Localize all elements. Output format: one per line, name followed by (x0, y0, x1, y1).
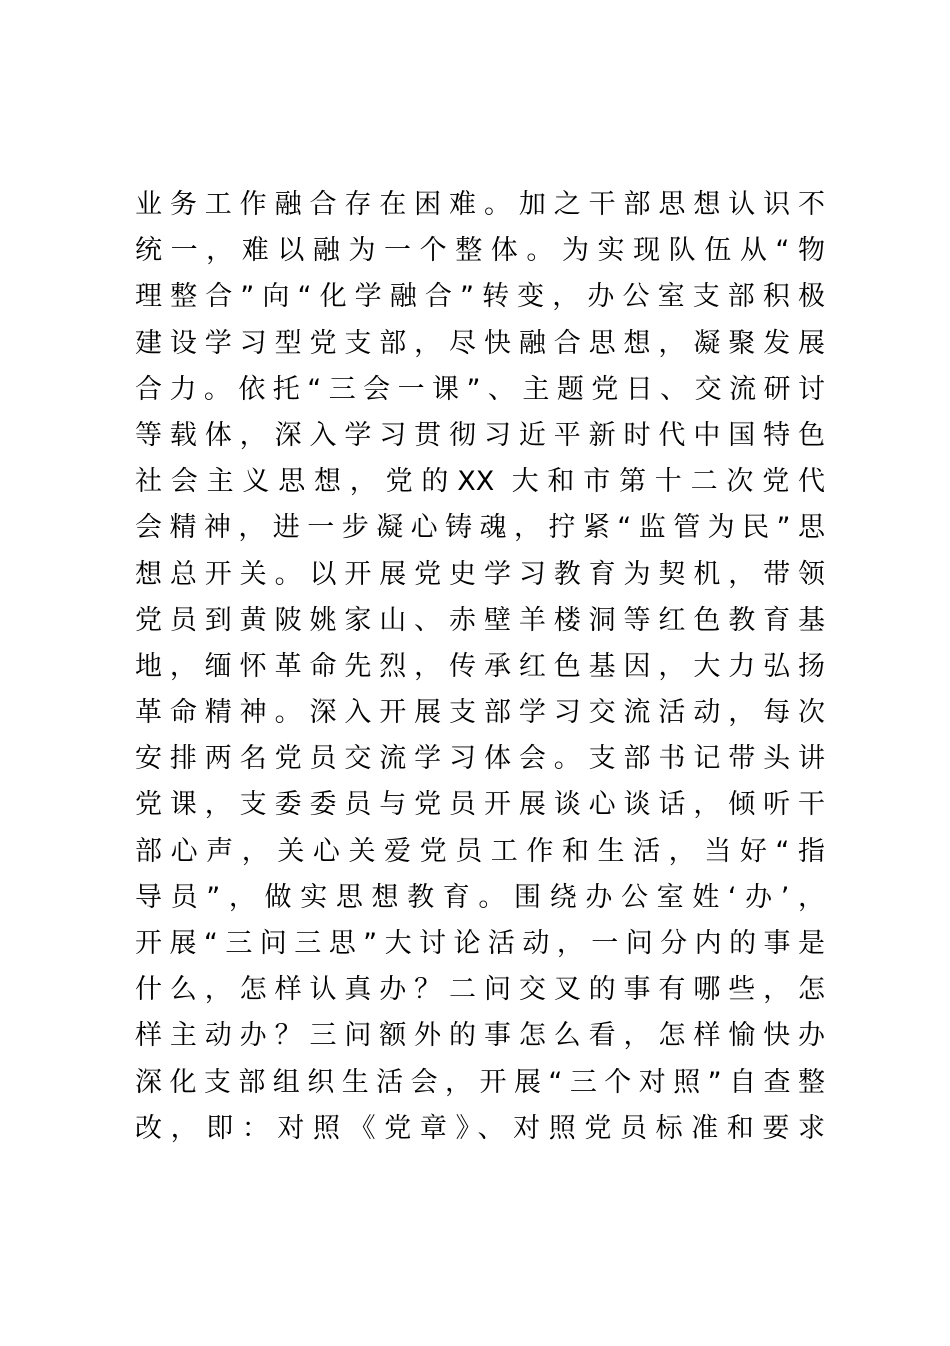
text-line: 地，缅怀革命先烈，传承红色基因，大力弘扬 (135, 650, 825, 682)
text-line: 开展“三问三思”大讨论活动，一问分内的事是 (135, 928, 825, 959)
text-line: 样主动办？三问额外的事怎么看，怎样愉快办 (135, 1020, 825, 1052)
text-line: 党课，支委委员与党员开展谈心谈话，倾听干 (135, 789, 825, 821)
text-line: 合力。依托“三会一课”、主题党日、交流研讨 (135, 373, 825, 405)
body-text (135, 182, 825, 1152)
text-line: 导员”，做实思想教育。围绕办公室姓‘办’， (135, 881, 825, 913)
text-line: 业务工作融合存在困难。加之干部思想认识不 (135, 189, 825, 220)
text-line: 什么，怎样认真办？二问交叉的事有哪些，怎 (135, 974, 825, 1006)
text-line: 建设学习型党支部，尽快融合思想，凝聚发展 (135, 327, 825, 359)
text-line: 理整合”向“化学融合”转变，办公室支部积极 (135, 281, 825, 313)
text-line: 革命精神。深入开展支部学习交流活动，每次 (135, 697, 825, 729)
text-line: 深化支部组织生活会，开展“三个对照”自查整 (135, 1066, 825, 1098)
text-line: 部心声，关心关爱党员工作和生活，当好“指 (135, 835, 825, 867)
text-line: 社会主义思想，党的XX 大和市第十二次党代 (135, 466, 825, 498)
text-line: 党员到黄陂姚家山、赤壁羊楼洞等红色教育基 (135, 604, 825, 636)
text-line: 等载体，深入学习贯彻习近平新时代中国特色 (135, 419, 825, 451)
text-line: 想总开关。以开展党史学习教育为契机，带领 (135, 558, 825, 590)
text-line: 会精神，进一步凝心铸魂，拧紧“监管为民”思 (135, 512, 825, 544)
text-line: 改，即：对照《党章》、对照党员标准和要求 (135, 1112, 825, 1144)
text-line: 统一，难以融为一个整体。为实现队伍从“物 (135, 235, 825, 267)
text-line: 安排两名党员交流学习体会。支部书记带头讲 (135, 743, 825, 775)
